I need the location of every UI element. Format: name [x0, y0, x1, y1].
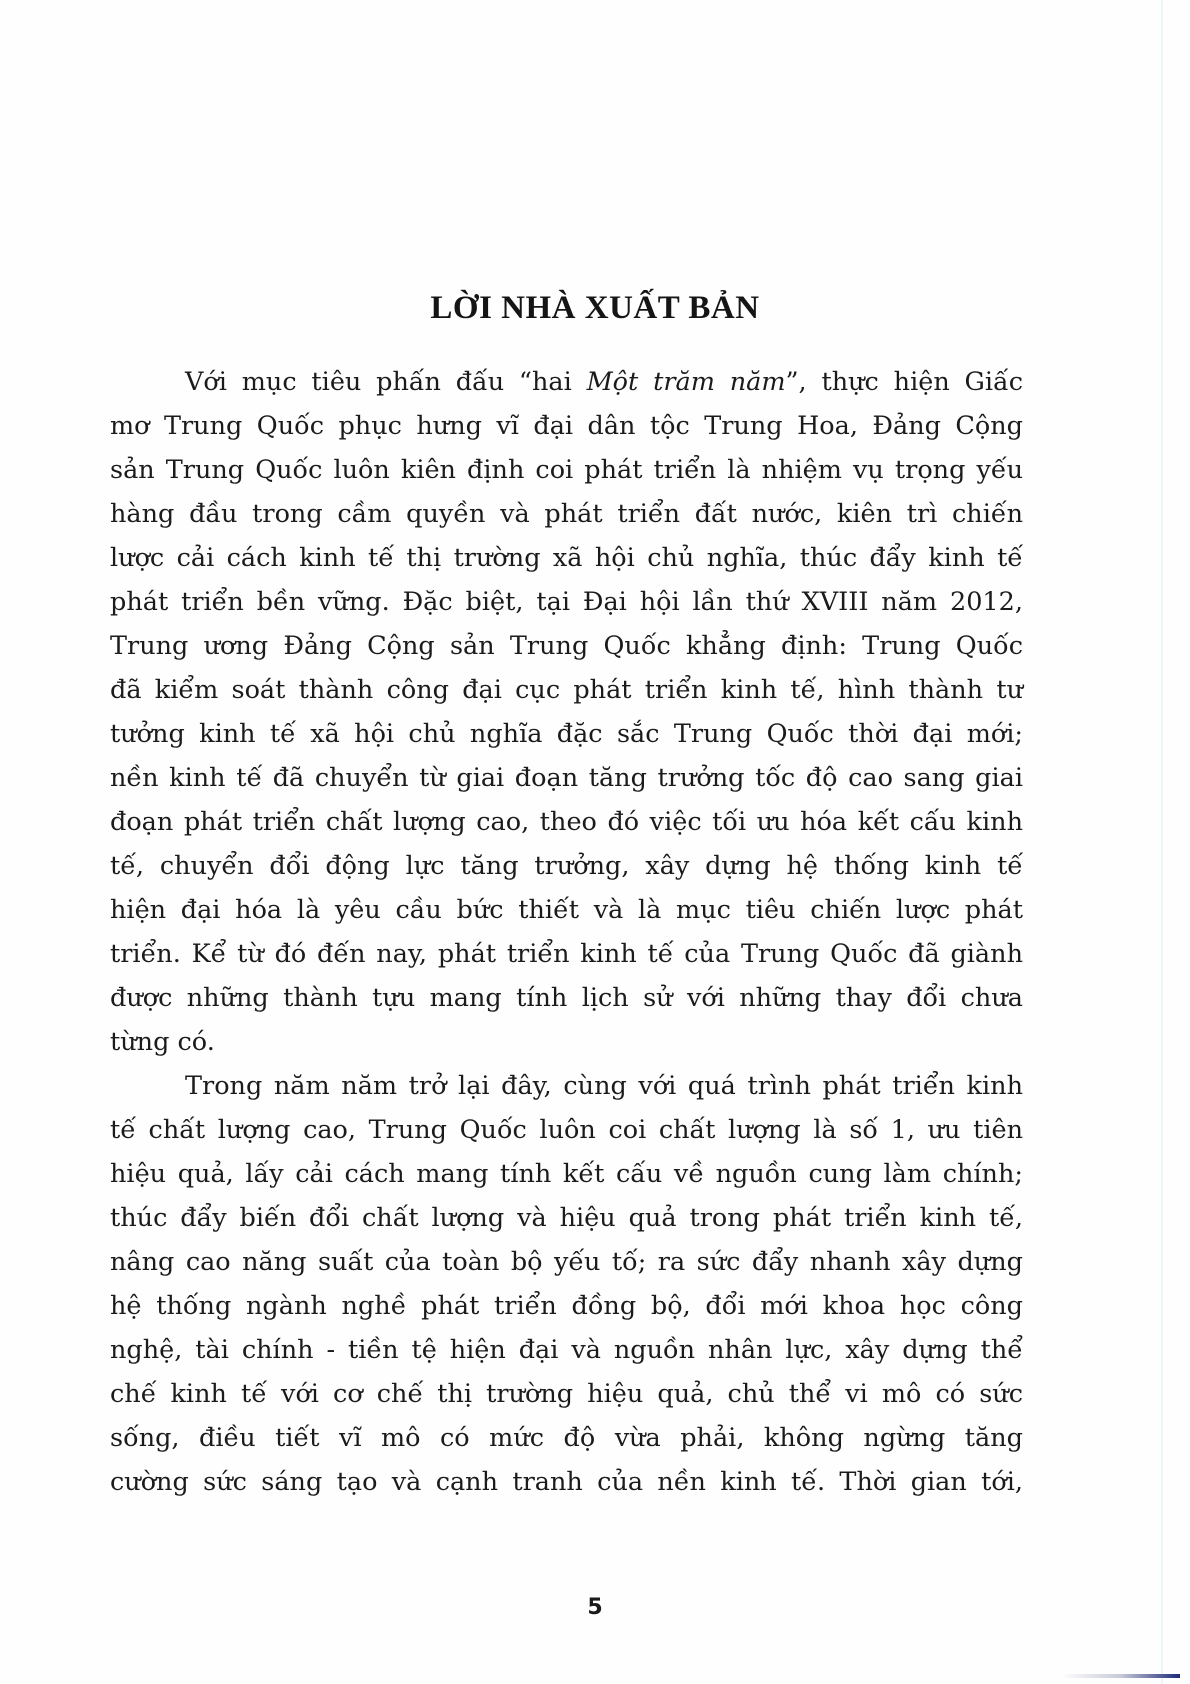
page-number: 5 [587, 1595, 603, 1620]
body-text [110, 360, 1023, 1504]
text-line: mơ Trung Quốc phục hưng vĩ đại dân tộc Trung Hoa, Đảng Cộng [110, 411, 1023, 441]
text-line: sống, điều tiết vĩ mô có mức độ vừa phải, không ngừng tăng [110, 1423, 1023, 1453]
text-line: hàng đầu trong cầm quyền và phát triển đất nước, kiên trì chiến [110, 499, 1023, 529]
text-line: tế chất lượng cao, Trung Quốc luôn coi chất lượng là số 1, ưu tiên [110, 1115, 1023, 1145]
text-line: được những thành tựu mang tính lịch sử với những thay đổi chưa [110, 983, 1023, 1013]
text-segment: Với mục tiêu phấn đấu “hai [185, 367, 587, 397]
text-line [110, 360, 1023, 404]
text-line: hệ thống ngành nghề phát triển đồng bộ, đổi mới khoa học công [110, 1291, 1023, 1321]
page-corner-shadow [1060, 1674, 1180, 1678]
text-line: thúc đẩy biến đổi chất lượng và hiệu quả trong phát triển kinh tế, [110, 1203, 1023, 1233]
paragraph-1 [110, 360, 1023, 1064]
text-line: hiện đại hóa là yêu cầu bức thiết và là mục tiêu chiến lược phát [110, 895, 1023, 925]
text-line: tưởng kinh tế xã hội chủ nghĩa đặc sắc Trung Quốc thời đại mới; [110, 719, 1023, 749]
text-line: từng có. [110, 1027, 215, 1057]
text-line: đoạn phát triển chất lượng cao, theo đó việc tối ưu hóa kết cấu kinh [110, 807, 1023, 837]
text-line: triển. Kể từ đó đến nay, phát triển kinh tế của Trung Quốc đã giành [110, 939, 1023, 969]
text-segment: ”, thực hiện Giấc [785, 367, 1023, 397]
text-line: phát triển bền vững. Đặc biệt, tại Đại hội lần thứ XVIII năm 2012, [110, 587, 1023, 617]
text-line: cường sức sáng tạo và cạnh tranh của nền kinh tế. Thời gian tới, [110, 1467, 1023, 1497]
text-line: Trung ương Đảng Cộng sản Trung Quốc khẳng định: Trung Quốc [110, 631, 1023, 661]
text-line: đã kiểm soát thành công đại cục phát triển kinh tế, hình thành tư [110, 675, 1023, 705]
italic-phrase: Một trăm năm [586, 367, 786, 397]
text-line: nghệ, tài chính - tiền tệ hiện đại và nguồn nhân lực, xây dựng thể [110, 1335, 1023, 1365]
text-line: Trong năm năm trở lại đây, cùng với quá trình phát triển kinh [185, 1071, 1023, 1101]
page-edge-line [1161, 0, 1163, 1684]
text-line: tế, chuyển đổi động lực tăng trưởng, xây dựng hệ thống kinh tế [110, 851, 1023, 881]
paragraph-2 [110, 1064, 1023, 1504]
text-line: chế kinh tế với cơ chế thị trường hiệu quả, chủ thể vi mô có sức [110, 1379, 1023, 1409]
text-line: hiệu quả, lấy cải cách mang tính kết cấu về nguồn cung làm chính; [110, 1159, 1023, 1189]
text-line: sản Trung Quốc luôn kiên định coi phát triển là nhiệm vụ trọng yếu [110, 455, 1023, 485]
page-title: LỜI NHÀ XUẤT BẢN [430, 290, 760, 327]
text-line: nâng cao năng suất của toàn bộ yếu tố; ra sức đẩy nhanh xây dựng [110, 1247, 1023, 1277]
text-line: nền kinh tế đã chuyển từ giai đoạn tăng trưởng tốc độ cao sang giai [110, 763, 1023, 793]
text-line: lược cải cách kinh tế thị trường xã hội chủ nghĩa, thúc đẩy kinh tế [110, 543, 1023, 573]
